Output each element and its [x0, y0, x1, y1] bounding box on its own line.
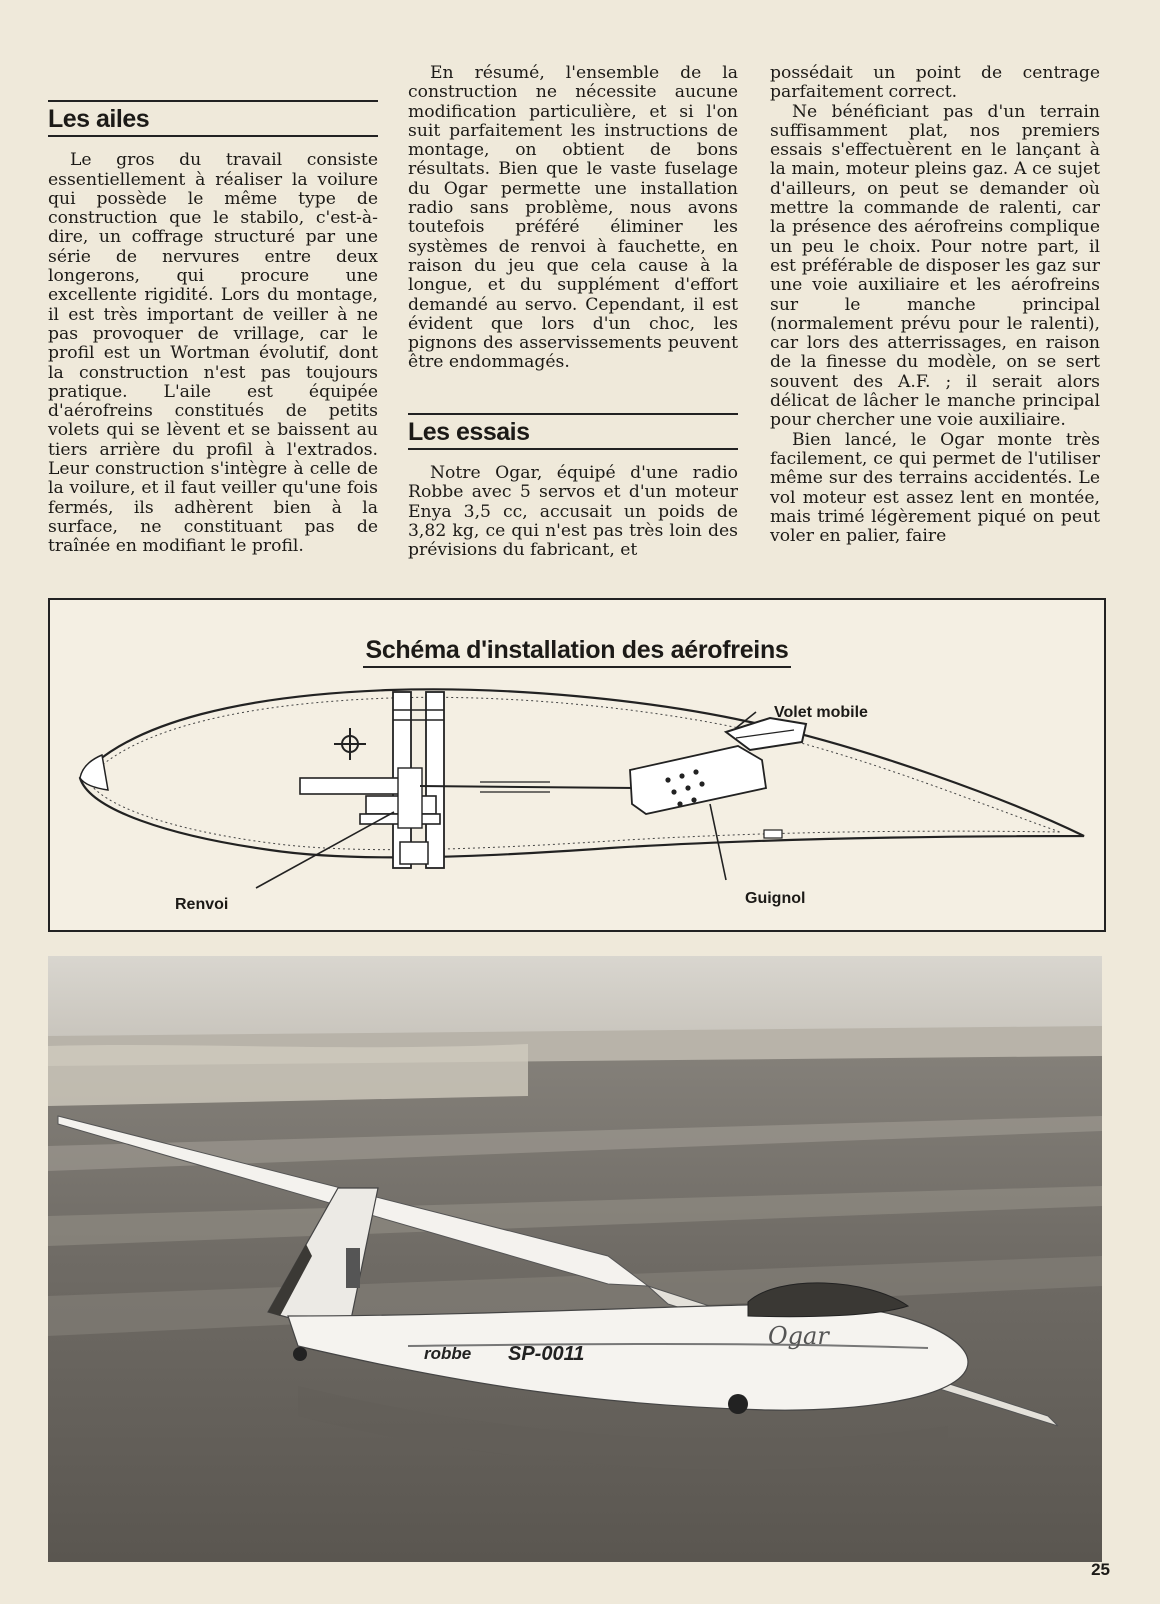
- paragraph-resume: En résumé, l'ensemble de la construction ne nécessite aucune modification particulière, et si l'on suit parfaitement les instructions de montage, on obtient de bons résultats. Bien que le vaste fuselage du Ogar permette une installation radio sans problème, nous avons toutefois préféré éliminer les systèmes de renvoi à fauchette, en raison du jeu que cela cause à la longue, et du supplément d'effort demandé au servo. Cependant, il est évident que lors d'un choc, les pignons des asservissements peuvent être endommagés.: [408, 63, 738, 373]
- label-renvoi: Renvoi: [175, 896, 229, 913]
- airbrake-diagram: [48, 598, 1106, 932]
- upper-skin-line: [88, 697, 1060, 832]
- fuselage-brand-text: robbe: [424, 1344, 472, 1363]
- label-guignol: Guignol: [745, 890, 806, 907]
- glider-photo: [48, 956, 1102, 1562]
- diagram-title: Schéma d'installation des aérofreins: [50, 636, 1104, 665]
- wing-section-drawing: [50, 600, 1104, 930]
- paragraph-vol: Bien lancé, le Ogar monte très facilement, ce qui permet de l'utiliser même sur des terrains accidentés. Le vol moteur est assez lent en montée, mais trimé légèrement piqué on peut voler en palier, faire: [770, 429, 1100, 547]
- heading-les-ailes: Les ailes: [48, 100, 378, 137]
- page-number: 25: [1091, 1560, 1110, 1579]
- column-1: [48, 100, 378, 557]
- pushrod: [420, 786, 636, 788]
- label-volet-mobile: Volet mobile: [774, 704, 868, 721]
- guignol-bellcrank: [630, 746, 766, 814]
- registration-text: SP-0011: [508, 1343, 585, 1365]
- column-2: [408, 64, 738, 561]
- glider-photo-illustration: [48, 956, 1102, 1562]
- heading-les-essais: Les essais: [408, 413, 738, 450]
- lower-skin-line: [88, 780, 1060, 850]
- paragraph-essais: Notre Ogar, équipé d'une radio Robbe avec 5 servos et d'un moteur Enya 3,5 cc, accusait un poids de 3,82 kg, ce qui n'est pas très loin des prévisions du fabricant, et: [408, 463, 738, 561]
- column-3: [770, 64, 1100, 546]
- wing-profile-outline: [80, 689, 1084, 857]
- paragraph-essais-continued: possédait un point de centrage parfaitement correct.: [770, 63, 1100, 103]
- model-name-text: Ogar: [768, 1322, 829, 1350]
- paragraph-les-ailes: Le gros du travail consiste essentiellement à réaliser la voilure qui possède le même type de construction que le stabilo, c'est-à-dire, un coffrage structuré par une série de nervures entre deux longerons, qui procure une excellente rigidité. Lors du montage, il est très important de veiller à ne pas provoquer de vrillage, car le profil est un Wortman évolutif, dont la construction n'est pas toujours pratique. L'aile est équipée d'aérofreins constitués de petits volets qui se lèvent et se baissent au tiers arrière du profil à l'extrados. Leur construction s'intègre à celle de la voilure, et il faut veiller qu'une fois fermés, ils adhèrent bien à la surface, ne constituant pas de traînée en modifiant le profil.: [48, 150, 378, 557]
- spar-block: [400, 842, 428, 864]
- paragraph-terrain: Ne bénéficiant pas d'un terrain suffisamment plat, nos premiers essais s'effectuèrent en le lançant à la main, moteur pleins gaz. A ce sujet d'ailleurs, on peut se demander où mettre la commande de ralenti, car la présence des aérofreins complique un peu le choix. Pour notre part, il est préférable de disposer les gaz sur une voie auxiliaire et les aérofreins sur le manche principal (normalement prévu pour le ralenti), car lors des atterrissages, en raison de la finesse du modèle, on se sert souvent des A.F. ; il serait alors délicat de lâcher le manche principal pour chercher une voie auxiliaire.: [770, 101, 1100, 431]
- servo-arm: [300, 778, 410, 794]
